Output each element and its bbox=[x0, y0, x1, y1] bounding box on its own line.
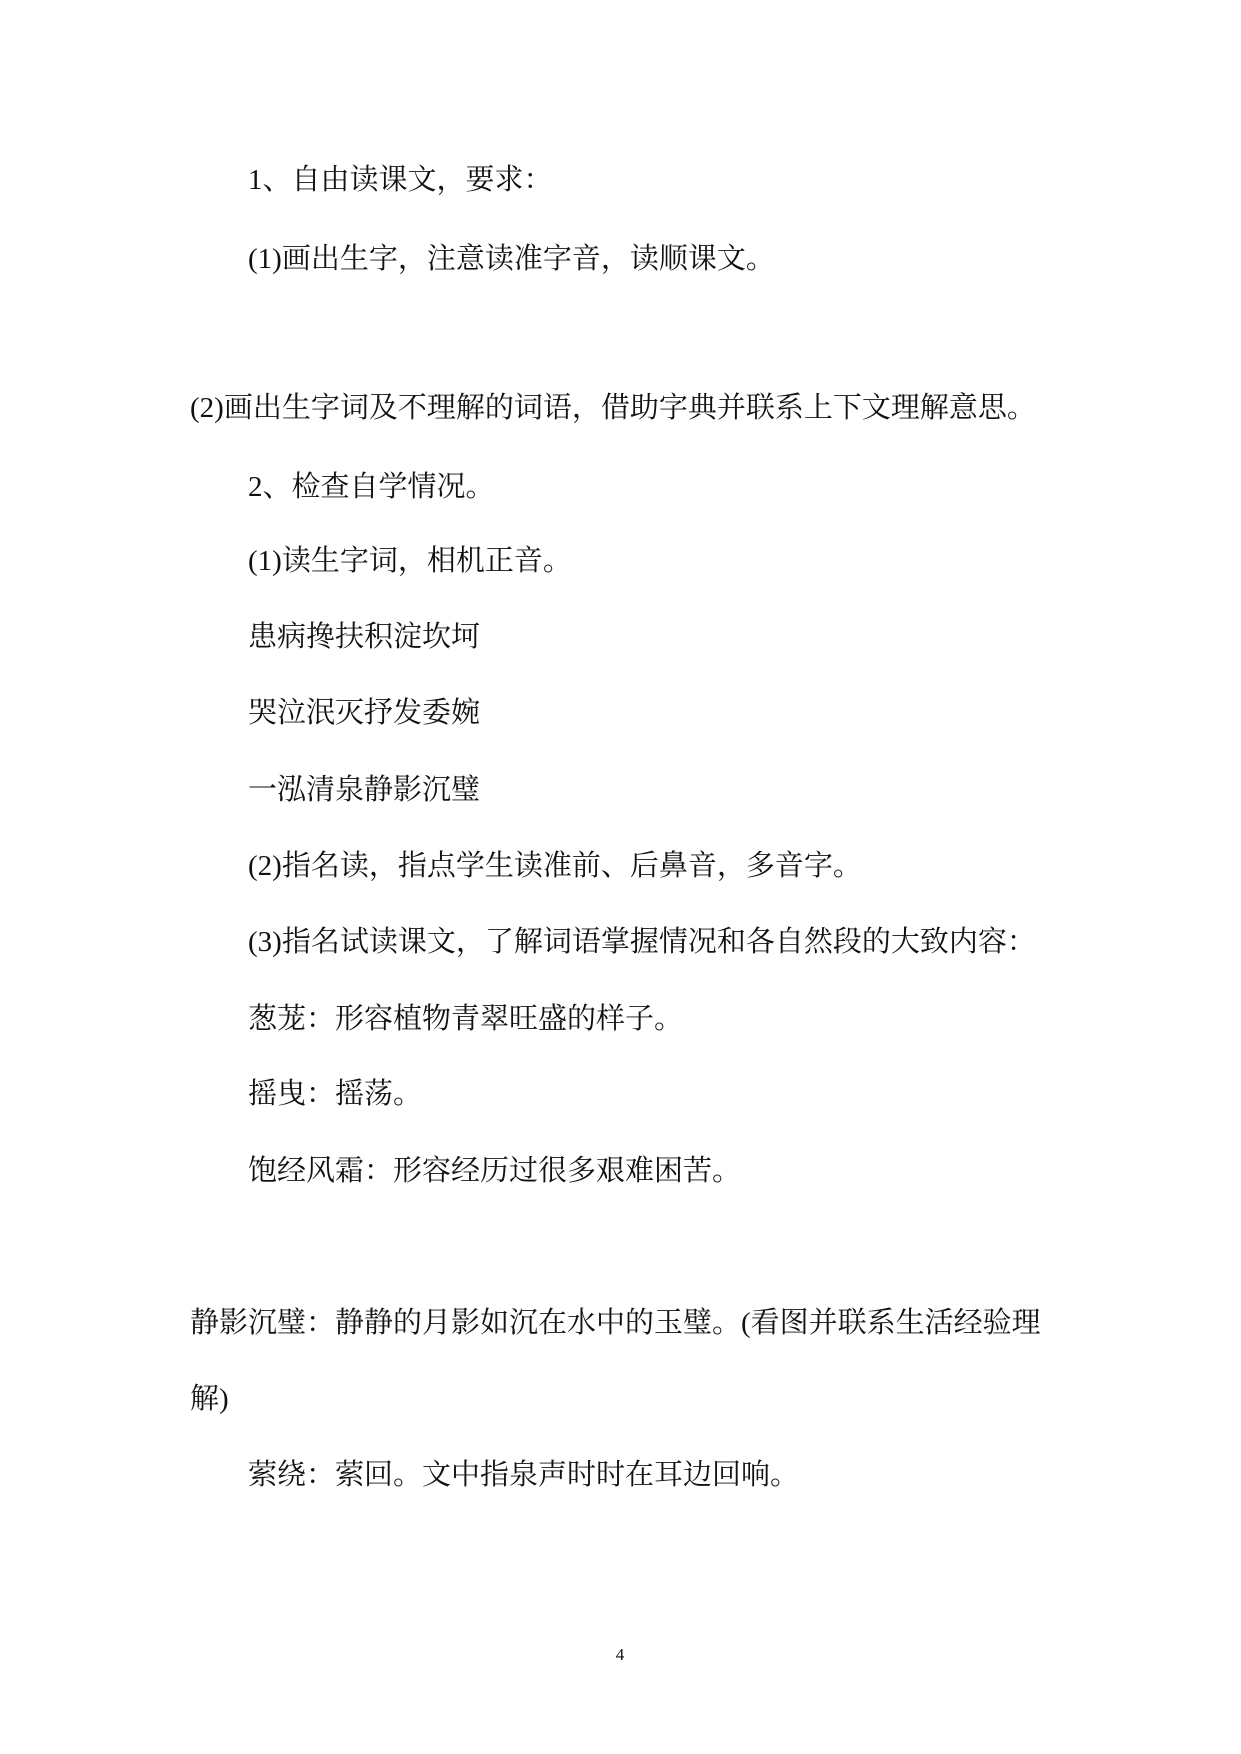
step-1-heading: 1、自由读课文，要求： bbox=[248, 164, 553, 196]
definition-yingrao: 萦绕：萦回。文中指泉声时时在耳边回响。 bbox=[248, 1459, 800, 1491]
step-2-item-3: (3)指名试读课文，了解词语掌握情况和各自然段的大致内容： bbox=[248, 926, 1036, 958]
step-1-item-2: (2)画出生字词及不理解的词语，借助字典并联系上下文理解意思。 bbox=[190, 392, 1036, 424]
page-number: 4 bbox=[615, 1645, 625, 1664]
vocabulary-row-2: 哭泣泯灭抒发委婉 bbox=[248, 697, 481, 729]
step-2-item-1: (1)读生字词，相机正音。 bbox=[248, 545, 572, 577]
definition-baojing: 饱经风霜：形容经历过很多艰难困苦。 bbox=[248, 1155, 742, 1187]
definition-jingying-cont: 解) bbox=[190, 1383, 229, 1415]
vocabulary-row-1: 患病搀扶积淀坎坷 bbox=[248, 621, 481, 653]
step-1-item-1: (1)画出生字，注意读准字音，读顺课文。 bbox=[248, 243, 775, 275]
definition-jingying: 静影沉璧：静静的月影如沉在水中的玉璧。(看图并联系生活经验理 bbox=[190, 1307, 1041, 1339]
definition-yaoye: 摇曳：摇荡。 bbox=[248, 1078, 423, 1110]
step-2-item-2: (2)指名读，指点学生读准前、后鼻音，多音字。 bbox=[248, 850, 862, 882]
step-2-heading: 2、检查自学情况。 bbox=[248, 471, 495, 503]
definition-conglong: 葱茏：形容植物青翠旺盛的样子。 bbox=[248, 1003, 684, 1035]
vocabulary-row-3: 一泓清泉静影沉璧 bbox=[248, 774, 481, 806]
